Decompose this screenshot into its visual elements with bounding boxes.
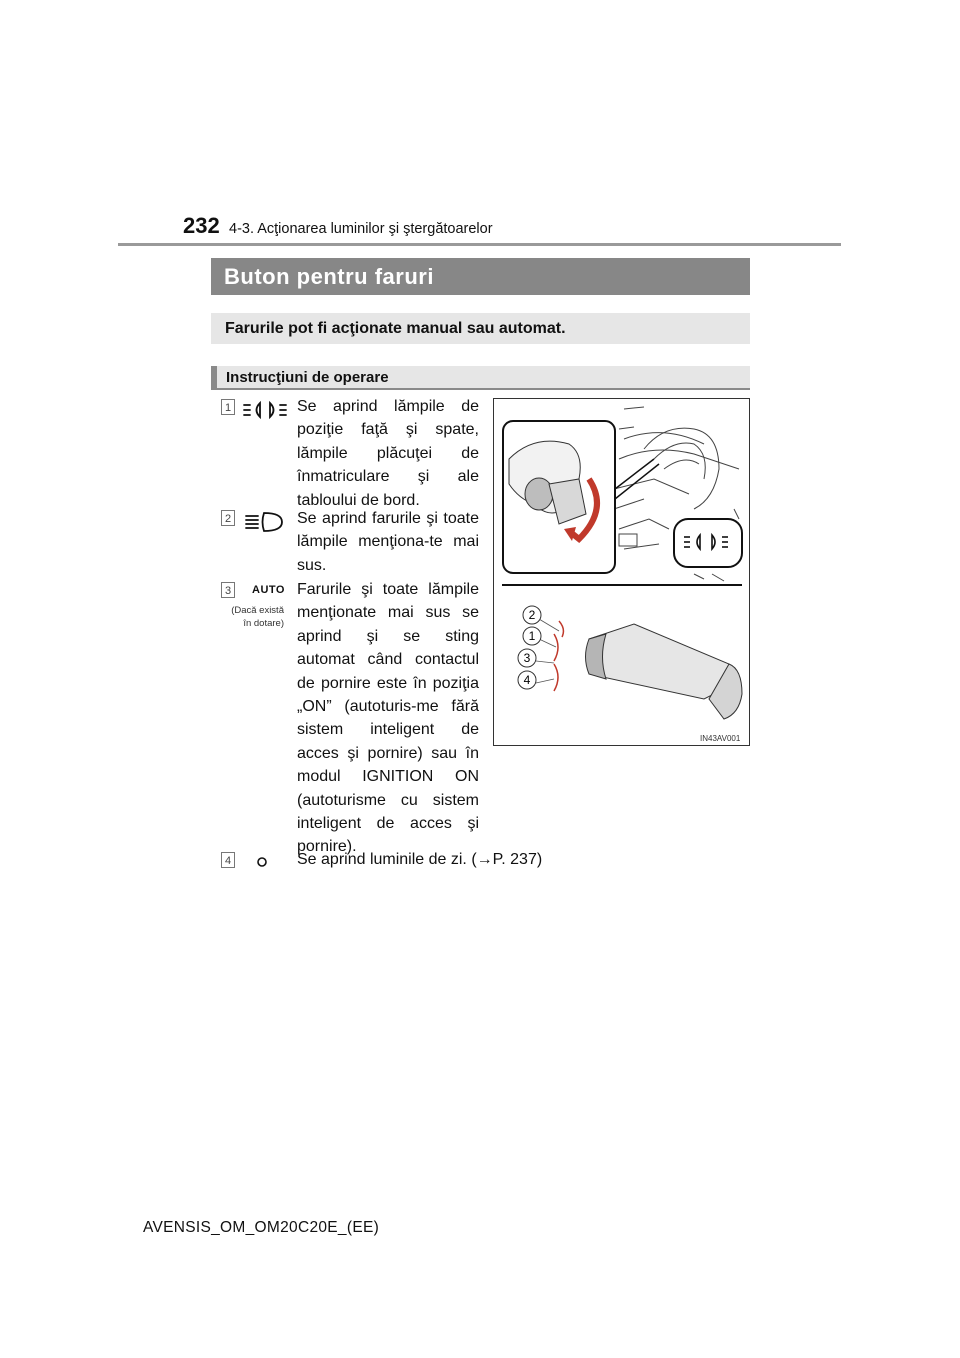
optional-equipment-note: (Dacă există în dotare) [231,605,284,629]
item-text-3: Farurile şi toate lămpile menţionate mai sus se aprind şi se sting automat când contactul de pornire este în poziţia „ON” (autoturis-me fără sistem inteligent de acces şi pornire) sau în modul IGNITION ON (autoturisme cu sistem inteligent de acces şi pornire). [297,581,479,856]
intro-box: Farurile pot fi acţionate manual sau automat. [211,313,750,344]
item-text-1: Se aprind lămpile de poziţie faţă şi spate, lămpile plăcuţei de înmatriculare şi ale tabloului de bord. [297,398,479,509]
headlight-switch-illustration [493,398,750,746]
page-number: 232 [183,213,220,238]
headlight-icon [244,511,284,533]
callout-4: 4 [523,673,531,687]
callout-3: 3 [523,651,531,665]
item-text-4: Se aprind luminile de zi. (→P. 237) [297,851,543,868]
page-title: Buton pentru faruri [211,258,750,295]
footer-doc-id: AVENSIS_OM_OM20C20E_(EE) [143,1219,380,1236]
item-text-2: Se aprind farurile şi toate lămpile menţiona-te mai sus. [297,510,479,574]
daytime-light-icon [255,855,269,869]
item-number-1: 1 [221,399,235,415]
item-number-4: 4 [221,852,235,868]
item-number-3: 3 [221,582,235,598]
item-number-2: 2 [221,510,235,526]
illustration-code: IN43AV001 [700,734,741,743]
section-header: 4-3. Acţionarea luminilor şi ştergătoarelor [229,221,493,237]
section-subheading: Instrucţiuni de operare [211,366,750,390]
callout-2: 2 [528,608,536,622]
illustration-drawing [494,399,749,745]
parking-lights-icon [242,400,288,420]
header-divider [118,243,841,246]
callout-1: 1 [528,629,536,643]
auto-label: AUTO [252,584,285,596]
